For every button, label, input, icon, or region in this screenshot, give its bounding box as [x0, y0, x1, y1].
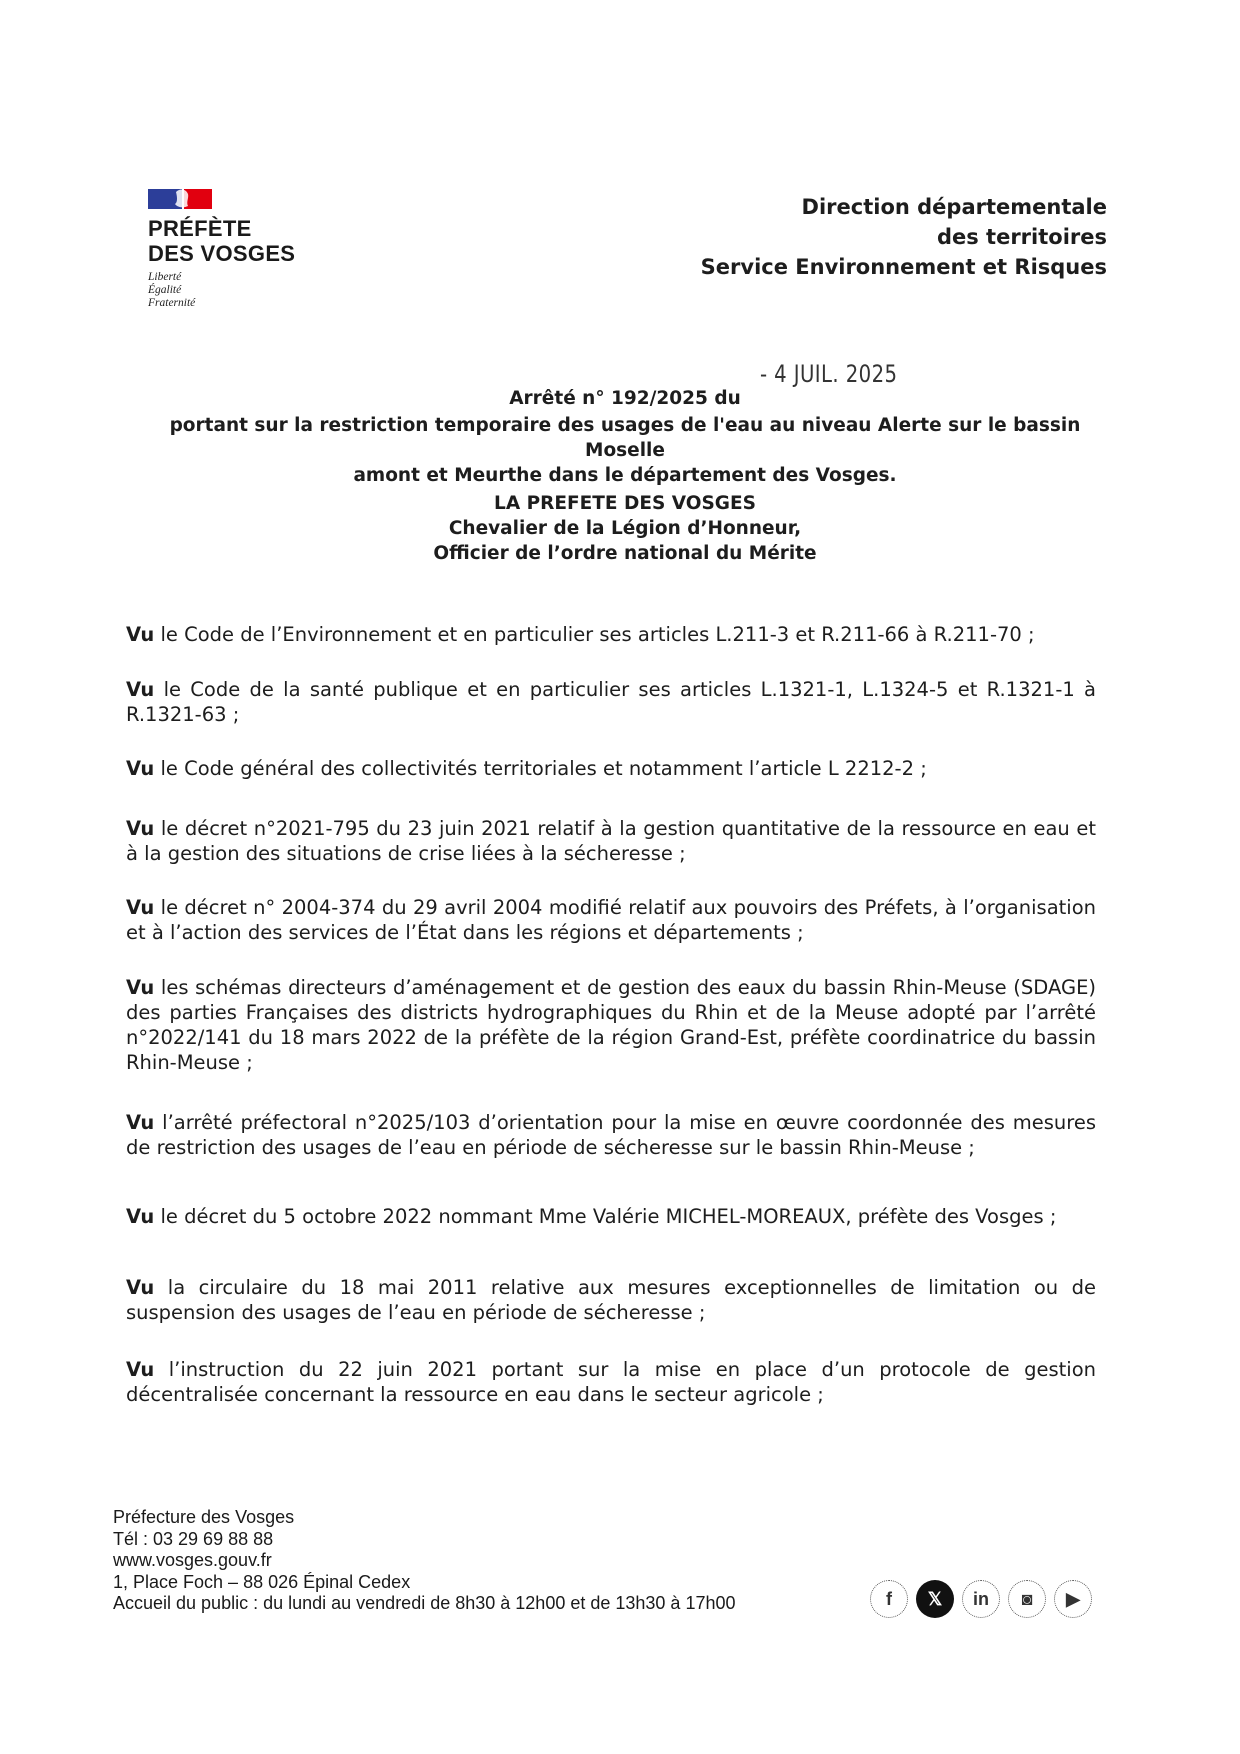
- vu-label: Vu: [126, 1276, 155, 1299]
- decree-subject-line2: amont et Meurthe dans le département des Vosges.: [353, 465, 897, 486]
- footer-website-link[interactable]: www.vosges.gouv.fr: [113, 1550, 272, 1570]
- vu-label: Vu: [126, 623, 155, 646]
- footer-address: 1, Place Foch – 88 026 Épinal Cedex: [113, 1571, 411, 1592]
- vu-paragraph: [126, 816, 1096, 866]
- motto-liberte: Liberté: [148, 271, 182, 283]
- vu-label: Vu: [126, 976, 155, 999]
- vu-label: Vu: [126, 1205, 155, 1228]
- prefecture-name-line1: PRÉFÈTE: [148, 216, 252, 241]
- prefete-title: LA PREFETE DES VOSGES: [494, 493, 756, 514]
- footer-contact: [113, 1507, 736, 1615]
- vu-paragraph: [126, 1204, 1096, 1229]
- vu-text: le Code général des collectivités territoriales et notamment l’article L 2212-2 ;: [154, 757, 927, 780]
- vu-text: le décret du 5 octobre 2022 nommant Mme Valérie MICHEL-MOREAUX, préfète des Vosges ;: [154, 1205, 1057, 1228]
- x-twitter-icon[interactable]: 𝕏: [916, 1580, 954, 1618]
- decree-subject-line1: portant sur la restriction temporaire des usages de l'eau au niveau Alerte sur le bassin Moselle: [169, 415, 1081, 461]
- vu-label: Vu: [126, 757, 155, 780]
- prefete-honor2: Officier de l’ordre national du Mérite: [433, 543, 817, 564]
- linkedin-icon[interactable]: in: [962, 1580, 1000, 1618]
- vu-text: le décret n°2021-795 du 23 juin 2021 relatif à la gestion quantitative de la ressource en eau et à la gestion des situations de crise liées à la sécheresse ;: [126, 817, 1096, 865]
- republic-motto: [148, 271, 338, 310]
- decree-number: Arrêté n° 192/2025 du: [509, 388, 741, 409]
- direction-line1: Direction départementale: [801, 195, 1107, 219]
- vu-text: le décret n° 2004-374 du 29 avril 2004 modifié relatif aux pouvoirs des Préfets, à l’organisation et à l’action des services de l’État dans les régions et départements ;: [126, 896, 1096, 944]
- vu-label: Vu: [126, 817, 155, 840]
- vu-paragraph: [126, 1110, 1096, 1160]
- vu-text: les schémas directeurs d’aménagement et de gestion des eaux du bassin Rhin-Meuse (SDAGE) des parties Françaises des districts hydrographiques du Rhin et de la Meuse adopté par l’arrêté n°2022/141 du 18 mars 2022 de la préfète de la région Grand-Est, préfète coordinatrice du bassin Rhin-Meuse ;: [126, 976, 1096, 1074]
- date-stamp: - 4 JUIL. 2025: [760, 360, 898, 388]
- issuing-department: [701, 192, 1107, 282]
- vu-text: la circulaire du 18 mai 2011 relative aux mesures exceptionnelles de limitation ou de suspension des usages de l’eau en période de sécheresse ;: [126, 1276, 1096, 1324]
- prefete-honor1: Chevalier de la Légion d’Honneur,: [448, 518, 802, 539]
- vu-label: Vu: [126, 896, 155, 919]
- vu-paragraph: [126, 756, 1096, 781]
- footer-phone: Tél : 03 29 69 88 88: [113, 1528, 274, 1549]
- facebook-icon[interactable]: f: [870, 1580, 908, 1618]
- vu-text: l’instruction du 22 juin 2021 portant sur la mise en place d’un protocole de gestion décentralisée concernant la ressource en eau dans le secteur agricole ;: [126, 1358, 1096, 1406]
- direction-line2: des territoires: [936, 225, 1107, 249]
- marianne-flag-icon: [148, 186, 212, 212]
- prefecture-logo: [148, 186, 338, 310]
- social-links: [870, 1580, 1092, 1618]
- direction-line3: Service Environnement et Risques: [700, 255, 1107, 279]
- vu-paragraph: [126, 677, 1096, 727]
- footer-opening-hours: Accueil du public : du lundi au vendredi de 8h30 à 12h00 et de 13h30 à 17h00: [113, 1593, 736, 1613]
- vu-text: le Code de la santé publique et en particulier ses articles L.1321-1, L.1324-5 et R.1321-1 à R.1321-63 ;: [126, 678, 1096, 726]
- vu-paragraph: [126, 895, 1096, 945]
- youtube-icon[interactable]: ▶: [1054, 1580, 1092, 1618]
- vu-text: l’arrêté préfectoral n°2025/103 d’orientation pour la mise en œuvre coordonnée des mesures de restriction des usages de l’eau en période de sécheresse sur le bassin Rhin-Meuse ;: [126, 1111, 1096, 1159]
- vu-paragraph: [126, 1275, 1096, 1325]
- prefecture-name: [148, 216, 338, 266]
- vu-label: Vu: [126, 678, 155, 701]
- vu-paragraph: [126, 1357, 1096, 1407]
- vu-text: le Code de l’Environnement et en particulier ses articles L.211-3 et R.211-66 à R.211-70 ;: [154, 623, 1035, 646]
- vu-paragraph: [126, 975, 1096, 1075]
- vu-label: Vu: [126, 1358, 155, 1381]
- vu-label: Vu: [126, 1111, 155, 1134]
- prefecture-name-line2: DES VOSGES: [148, 241, 296, 266]
- motto-egalite: Égalité: [148, 284, 182, 296]
- vu-paragraph: [126, 622, 1096, 647]
- instagram-icon[interactable]: ◙: [1008, 1580, 1046, 1618]
- motto-fraternite: Fraternité: [148, 297, 196, 309]
- footer-prefecture: Préfecture des Vosges: [113, 1507, 295, 1527]
- prefete-heading: [130, 491, 1120, 566]
- decree-subject: [130, 413, 1120, 488]
